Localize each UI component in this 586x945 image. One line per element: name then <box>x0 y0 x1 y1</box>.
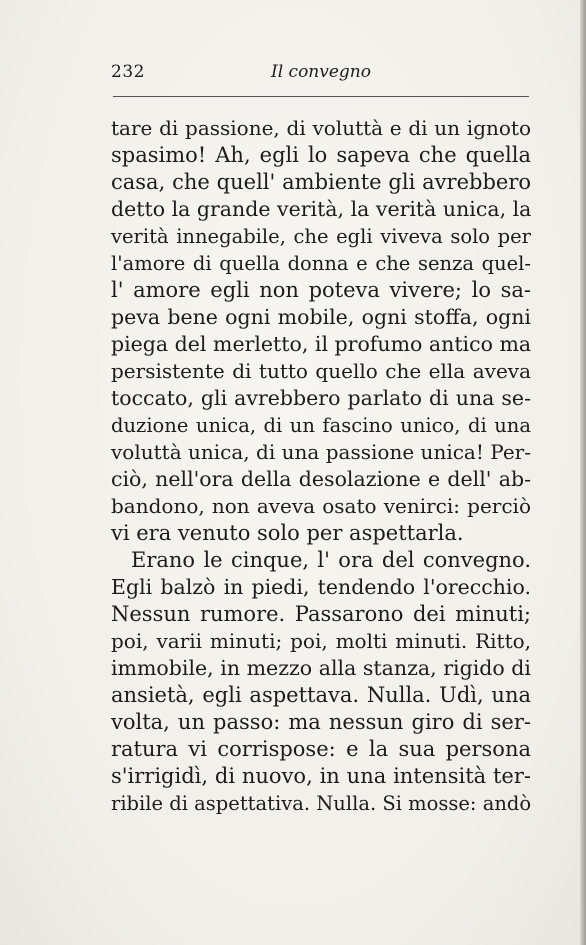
text-line: bandono, non aveva osato venirci: perciò <box>111 494 531 518</box>
text-line: l'amore di quella donna e che senza quel- <box>111 252 531 275</box>
text-line: peva bene ogni mobile, ogni stoffa, ogni <box>111 305 531 329</box>
text-line: Nessun rumore. Passarono dei minuti; <box>111 602 531 626</box>
text-line: Egli balzò in piedi, tendendo l'orecchio. <box>111 575 531 599</box>
text-line: casa, che quell' ambiente gli avrebbero <box>111 170 531 194</box>
text-line: ratura vi corrispose: e la sua persona <box>111 737 531 761</box>
running-header <box>111 62 529 86</box>
text-line: duzione unica, di un fascino unico, di una <box>111 414 531 437</box>
text-line: ciò, nell'ora della desolazione e dell' ab- <box>111 467 531 491</box>
paragraph-end-line: vi era venuto solo per aspettarla. <box>111 521 464 545</box>
page-number: 232 <box>111 62 145 82</box>
running-title: Il convegno <box>271 62 371 82</box>
text-line: piega del merletto, il profumo antico ma <box>111 332 532 356</box>
text-line: detto la grande verità, la verità unica, la <box>111 197 532 221</box>
text-line: poi, varii minuti; poi, molti minuti. Ritto, <box>111 629 531 653</box>
text-line: tare di passione, di voluttà e di un ignoto <box>111 116 531 140</box>
text-line: spasimo! Ah, egli lo sapeva che quella <box>111 143 531 167</box>
paragraph-start-line: Erano le cinque, l' ora del convegno. <box>131 548 531 572</box>
text-line: volta, un passo: ma nessun giro di ser- <box>111 710 531 734</box>
text-line: immobile, in mezzo alla stanza, rigido di <box>111 656 531 680</box>
text-line: ansietà, egli aspettava. Nulla. Udì, una <box>111 683 531 707</box>
text-line: voluttà unica, di una passione unica! Per- <box>111 440 531 464</box>
text-line: l' amore egli non poteva vivere; lo sa- <box>111 278 531 302</box>
page-edge-shadow <box>580 0 586 945</box>
body-text <box>111 115 531 817</box>
text-line: s'irrigidì, di nuovo, in una intensità ter- <box>111 764 531 788</box>
text-line: ribile di aspettativa. Nulla. Si mosse: andò <box>111 792 532 815</box>
text-line: persistente di tutto quello che ella aveva <box>111 359 531 383</box>
text-line: toccato, gli avrebbero parlato di una se- <box>111 386 531 410</box>
header-rule <box>113 96 529 97</box>
text-line: verità innegabile, che egli viveva solo per <box>111 225 531 248</box>
